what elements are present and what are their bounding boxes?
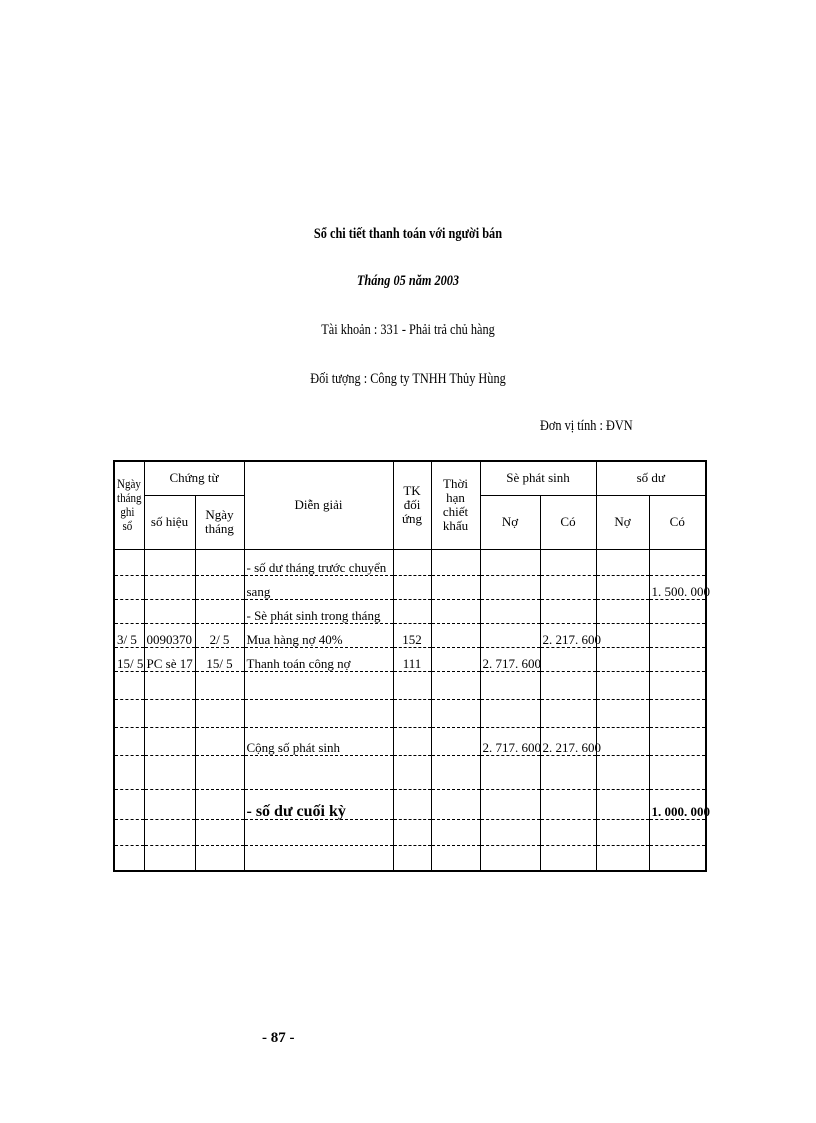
cell-voucher-date: [195, 671, 244, 699]
cell-voucher-no: [144, 845, 195, 871]
cell-date: [114, 845, 144, 871]
table-row: [114, 623, 706, 647]
table-row: [114, 549, 706, 575]
cell-turnover-credit: [540, 575, 596, 599]
page-number: - 87 -: [262, 1030, 295, 1046]
cell-voucher-no: 0090370: [144, 623, 195, 647]
cell-voucher-date: [195, 727, 244, 755]
cell-turnover-credit: 2. 217. 600: [540, 623, 596, 647]
cell-voucher-date: [195, 699, 244, 727]
cell-balance-credit: [649, 845, 706, 871]
cell-voucher-no: [144, 671, 195, 699]
cell-voucher-no: [144, 789, 195, 819]
cell-balance-credit: [649, 819, 706, 845]
ledger-body: [114, 549, 710, 871]
header-balance: số dư: [596, 461, 706, 495]
cell-turnover-debit: [480, 549, 540, 575]
cell-turnover-credit: [540, 599, 596, 623]
header-voucher: Chứng từ: [144, 461, 244, 495]
cell-contra-account: 152: [393, 623, 431, 647]
cell-turnover-credit: [540, 845, 596, 871]
cell-date: [114, 755, 144, 789]
document-title: Sổ chi tiết thanh toán với người bán: [313, 226, 503, 242]
cell-date: [114, 549, 144, 575]
cell-date: [114, 819, 144, 845]
cell-date: [114, 599, 144, 623]
cell-turnover-debit: [480, 575, 540, 599]
cell-turnover-debit: [480, 599, 540, 623]
cell-turnover-credit: [540, 647, 596, 671]
cell-balance-debit: [596, 789, 649, 819]
cell-description: Thanh toán công nợ: [244, 647, 393, 671]
table-row: [114, 727, 706, 755]
cell-description: Cộng số phát sinh: [244, 727, 393, 755]
cell-voucher-date: [195, 599, 244, 623]
header-balance-debit: Nợ: [596, 495, 649, 549]
cell-discount-term: [431, 755, 480, 789]
cell-discount-term: [431, 727, 480, 755]
cell-discount-term: [431, 549, 480, 575]
cell-turnover-debit: [480, 845, 540, 871]
cell-voucher-no: [144, 699, 195, 727]
cell-contra-account: [393, 727, 431, 755]
cell-turnover-debit: 2. 717. 600: [480, 647, 540, 671]
cell-turnover-debit: 2. 717. 600: [480, 727, 540, 755]
cell-balance-debit: [596, 699, 649, 727]
cell-description: [244, 819, 393, 845]
cell-contra-account: [393, 671, 431, 699]
table-row: [114, 789, 706, 819]
cell-voucher-date: [195, 819, 244, 845]
table-row: [114, 671, 706, 699]
cell-contra-account: 111: [393, 647, 431, 671]
table-row: [114, 575, 706, 599]
cell-discount-term: [431, 647, 480, 671]
cell-date: [114, 789, 144, 819]
cell-voucher-no: PC sè 17: [144, 647, 195, 671]
cell-contra-account: [393, 845, 431, 871]
cell-balance-debit: [596, 647, 649, 671]
account-line: Tài khoản : 331 - Phải trả chủ hàng: [321, 322, 495, 338]
table-row: [114, 599, 706, 623]
cell-voucher-date: [195, 549, 244, 575]
cell-balance-debit: [596, 671, 649, 699]
cell-voucher-no: [144, 727, 195, 755]
cell-voucher-no: [144, 755, 195, 789]
ledger-table: [113, 460, 710, 872]
cell-discount-term: [431, 819, 480, 845]
table-row: [114, 647, 706, 671]
cell-turnover-debit: [480, 699, 540, 727]
cell-discount-term: [431, 699, 480, 727]
cell-contra-account: [393, 755, 431, 789]
cell-turnover-credit: [540, 699, 596, 727]
cell-contra-account: [393, 699, 431, 727]
cell-contra-account: [393, 575, 431, 599]
cell-description: - Sè phát sinh trong tháng: [244, 599, 393, 623]
cell-balance-debit: [596, 819, 649, 845]
header-turnover: Sè phát sinh: [480, 461, 596, 495]
table-row: [114, 819, 706, 845]
cell-balance-credit: [649, 599, 706, 623]
unit-label: Đơn vị tính : ĐVN: [540, 418, 633, 434]
header-date-posted: Ngày tháng ghi sổ: [114, 461, 144, 549]
cell-balance-credit: [649, 727, 706, 755]
cell-voucher-date: [195, 845, 244, 871]
cell-turnover-debit: [480, 819, 540, 845]
cell-voucher-date: [195, 755, 244, 789]
cell-voucher-no: [144, 819, 195, 845]
cell-contra-account: [393, 819, 431, 845]
cell-voucher-date: [195, 789, 244, 819]
cell-balance-credit: 1. 000. 000: [649, 789, 706, 819]
cell-discount-term: [431, 845, 480, 871]
cell-balance-credit: [649, 549, 706, 575]
cell-description: [244, 671, 393, 699]
cell-balance-debit: [596, 599, 649, 623]
cell-turnover-debit: [480, 671, 540, 699]
cell-balance-credit: [649, 647, 706, 671]
cell-date: [114, 575, 144, 599]
cell-turnover-credit: [540, 755, 596, 789]
cell-balance-debit: [596, 575, 649, 599]
cell-balance-credit: [649, 671, 706, 699]
cell-date: [114, 671, 144, 699]
cell-date: 3/ 5: [114, 623, 144, 647]
cell-balance-credit: [649, 623, 706, 647]
cell-balance-debit: [596, 845, 649, 871]
cell-turnover-credit: 2. 217. 600: [540, 727, 596, 755]
cell-turnover-debit: [480, 755, 540, 789]
cell-description: [244, 755, 393, 789]
cell-contra-account: [393, 549, 431, 575]
header-balance-credit: Có: [649, 495, 706, 549]
header-turnover-credit: Có: [540, 495, 596, 549]
cell-turnover-debit: [480, 623, 540, 647]
cell-discount-term: [431, 789, 480, 819]
cell-balance-debit: [596, 549, 649, 575]
cell-date: [114, 699, 144, 727]
cell-description: - số dư tháng trước chuyển: [244, 549, 393, 575]
cell-description: [244, 699, 393, 727]
cell-voucher-date: 2/ 5: [195, 623, 244, 647]
cell-balance-debit: [596, 623, 649, 647]
period-subtitle: Tháng 05 năm 2003: [356, 273, 460, 289]
cell-turnover-credit: [540, 671, 596, 699]
header-discount-term: Thời hạn chiết khấu: [431, 461, 480, 549]
cell-balance-debit: [596, 727, 649, 755]
cell-turnover-credit: [540, 549, 596, 575]
cell-discount-term: [431, 623, 480, 647]
header-contra-account: TK đối ứng: [393, 461, 431, 549]
cell-voucher-date: 15/ 5: [195, 647, 244, 671]
cell-date: 15/ 5: [114, 647, 144, 671]
cell-balance-debit: [596, 755, 649, 789]
cell-turnover-credit: [540, 789, 596, 819]
cell-discount-term: [431, 671, 480, 699]
cell-description: - số dư cuối kỳ: [244, 789, 393, 819]
cell-discount-term: [431, 575, 480, 599]
cell-voucher-date: [195, 575, 244, 599]
cell-balance-credit: [649, 699, 706, 727]
cell-balance-credit: [649, 755, 706, 789]
table-row: [114, 699, 706, 727]
header-voucher-date: Ngày tháng: [195, 495, 244, 549]
header-voucher-no: số hiệu: [144, 495, 195, 549]
cell-discount-term: [431, 599, 480, 623]
cell-voucher-no: [144, 549, 195, 575]
cell-date: [114, 727, 144, 755]
table-row: [114, 845, 706, 871]
cell-turnover-credit: [540, 819, 596, 845]
cell-contra-account: [393, 789, 431, 819]
cell-description: [244, 845, 393, 871]
object-line: Đối tượng : Công ty TNHH Thủy Hùng: [310, 371, 506, 387]
cell-balance-credit: 1. 500. 000: [649, 575, 706, 599]
table-row: [114, 755, 706, 789]
cell-contra-account: [393, 599, 431, 623]
cell-turnover-debit: [480, 789, 540, 819]
cell-voucher-no: [144, 575, 195, 599]
cell-description: sang: [244, 575, 393, 599]
cell-description: Mua hàng nợ 40%: [244, 623, 393, 647]
header-description: Diễn giải: [244, 461, 393, 549]
cell-voucher-no: [144, 599, 195, 623]
header-turnover-debit: Nợ: [480, 495, 540, 549]
